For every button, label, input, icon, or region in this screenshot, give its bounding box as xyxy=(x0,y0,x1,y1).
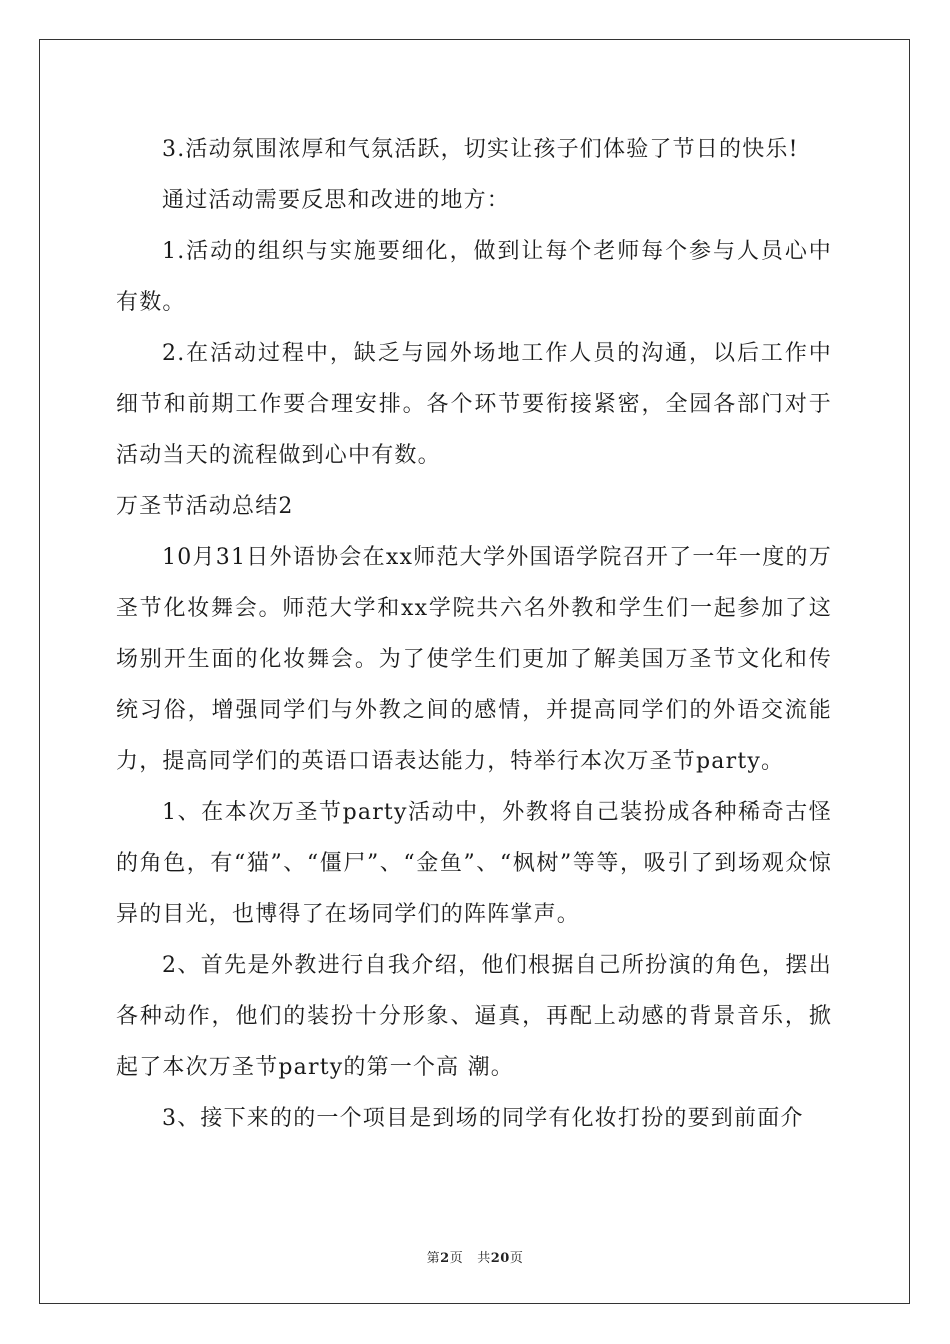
paragraph-7: 2、首先是外教进行自我介绍，他们根据自己所扮演的角色，摆出各种动作，他们的装扮十分形象、逼真，再配上动感的背景音乐，掀起了本次万圣节party的第一个高 潮。 xyxy=(116,953,832,1080)
paragraph-2: 通过活动需要反思和改进的地方： xyxy=(162,188,511,213)
document-body xyxy=(116,124,832,1144)
page-number: 2 xyxy=(440,1251,450,1266)
paragraph-3: 1.活动的组织与实施要细化，做到让每个老师每个参与人员心中有数。 xyxy=(116,239,832,315)
paragraph-6: 1、在本次万圣节party活动中，外教将自己装扮成各种稀奇古怪的角色，有“猫”、“僵尸”、“金鱼”、“枫树”等等，吸引了到场观众惊异的目光，也博得了在场同学们的阵阵掌声。 xyxy=(116,800,832,927)
paragraph-8: 3、接下来的的一个项目是到场的同学有化妆打扮的要到前面介 xyxy=(162,1106,804,1131)
paragraph-1: 3.活动氛围浓厚和气氛活跃，切实让孩子们体验了节日的快乐! xyxy=(162,137,799,162)
total-prefix: 共 xyxy=(477,1251,491,1266)
section-heading: 万圣节活动总结2 xyxy=(116,494,294,519)
page-prefix: 第 xyxy=(426,1251,441,1266)
paragraph-5: 10月31日外语协会在xx师范大学外国语学院召开了一年一度的万圣节化妆舞会。师范大学和xx学院共六名外教和学生们一起参加了这场别开生面的化妆舞会。为了使学生们更加了解美国万圣节文化和传统习俗，增强同学们与外教之间的感情，并提高同学们的外语交流能力，提高同学们的英语口语表达能力，特举行本次万圣节party。 xyxy=(116,545,832,774)
total-pages: 20 xyxy=(490,1251,510,1266)
total-suffix: 页 xyxy=(509,1251,524,1266)
page-footer xyxy=(0,1247,950,1266)
page-suffix: 页 xyxy=(449,1251,464,1266)
paragraph-4: 2.在活动过程中，缺乏与园外场地工作人员的沟通，以后工作中细节和前期工作要合理安排。各个环节要衔接紧密，全园各部门对于活动当天的流程做到心中有数。 xyxy=(116,341,832,468)
